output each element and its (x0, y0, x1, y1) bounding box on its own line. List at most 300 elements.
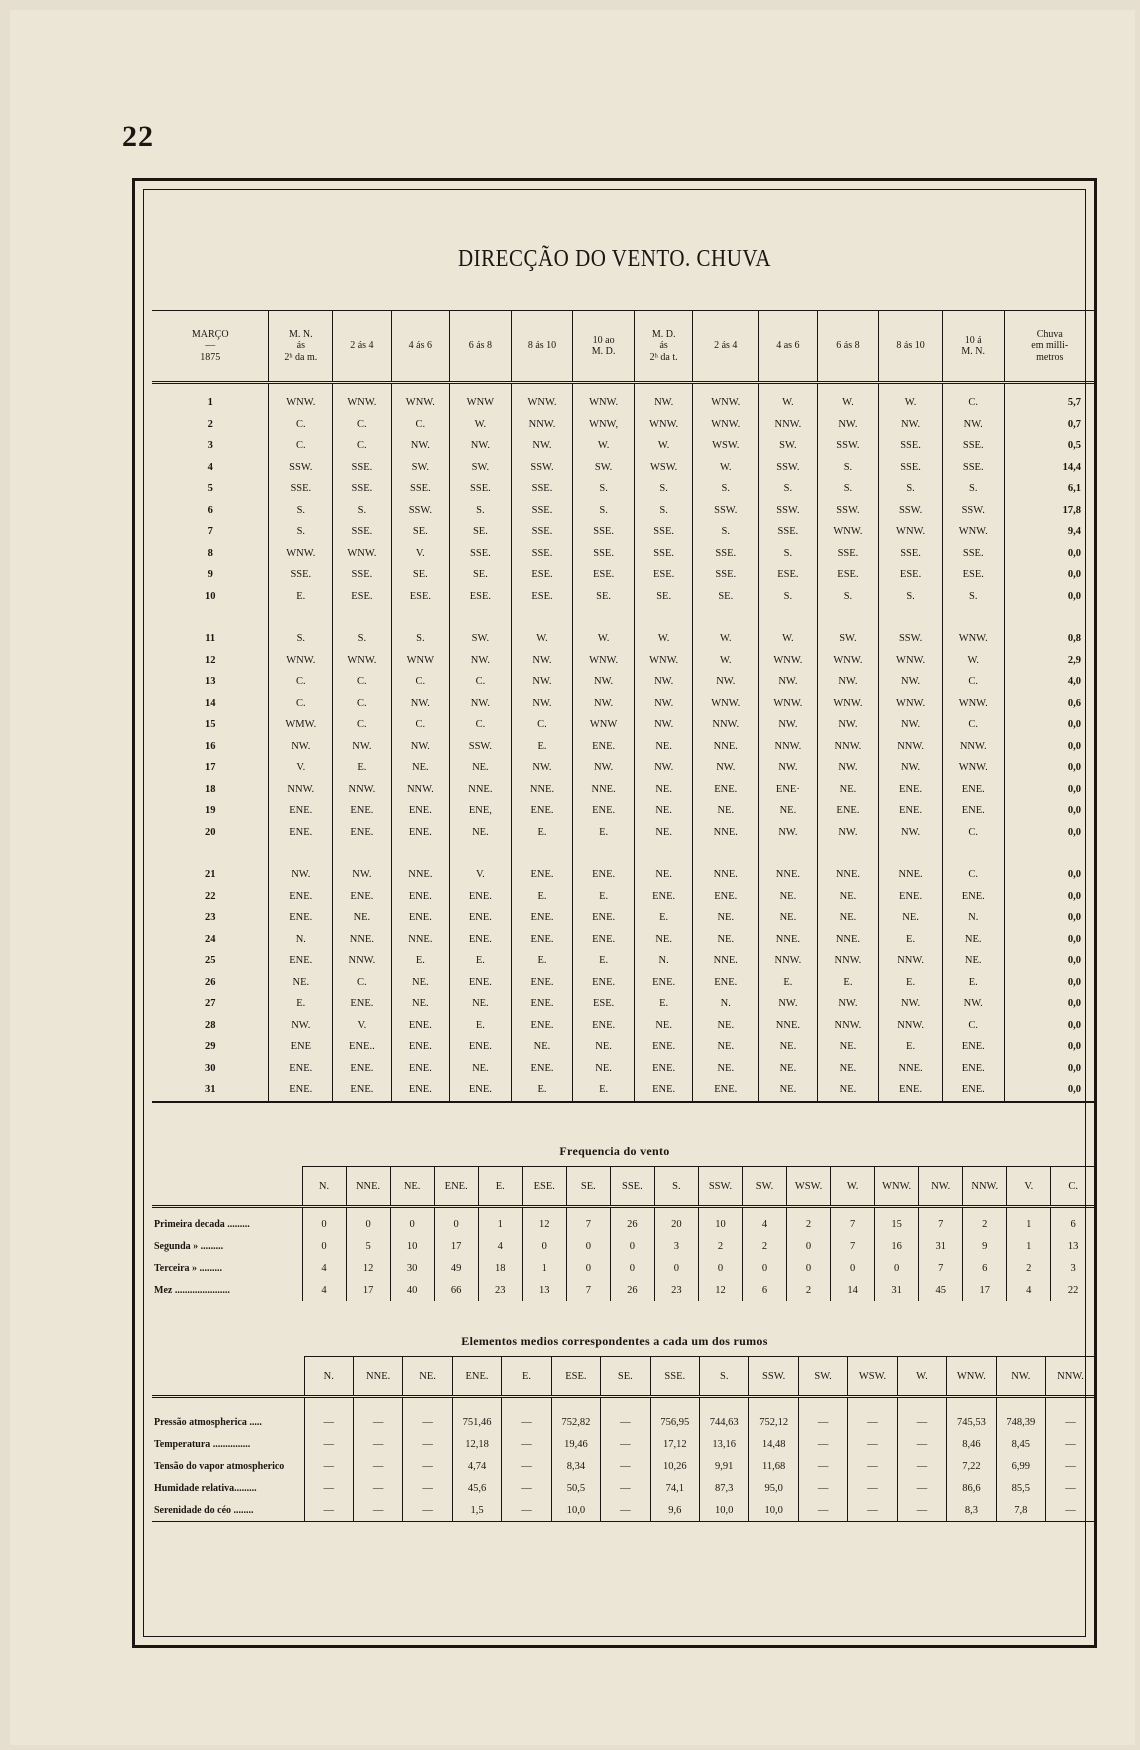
wind-cell: W. (573, 435, 635, 457)
wind-cell: NNE. (391, 929, 449, 951)
elements-table (152, 1356, 1095, 1522)
element-cell: — (403, 1455, 452, 1477)
column-header: 4 ás 6 (391, 311, 449, 383)
wind-cell: S. (942, 478, 1004, 500)
wind-cell: SSE. (693, 564, 759, 586)
wind-cell: W. (693, 457, 759, 479)
wind-cell: NW. (759, 822, 817, 844)
table-row (152, 500, 1095, 522)
wind-cell: ENE. (269, 950, 333, 972)
wind-cell: NE. (391, 972, 449, 994)
table-row (152, 435, 1095, 457)
element-cell: — (403, 1499, 452, 1522)
wind-cell: W. (511, 607, 573, 650)
table-row (152, 757, 1095, 779)
wind-cell: NNE. (333, 929, 391, 951)
wind-cell: WNW (450, 383, 512, 414)
wind-cell: ENE. (269, 907, 333, 929)
wind-cell: NNW. (391, 779, 449, 801)
wind-cell: NNE. (693, 950, 759, 972)
element-cell: 752,82 (551, 1397, 600, 1434)
rain-cell: 0,0 (1004, 564, 1095, 586)
column-header: W. (831, 1167, 875, 1207)
wind-cell: ENE. (942, 779, 1004, 801)
frequency-cell: 4 (302, 1279, 346, 1301)
table-row (152, 1455, 1095, 1477)
column-header: ESE. (522, 1167, 566, 1207)
wind-cell: WNW. (942, 693, 1004, 715)
wind-cell: E. (511, 822, 573, 844)
wind-cell: S. (333, 500, 391, 522)
rain-cell: 0,0 (1004, 714, 1095, 736)
element-cell: 12,18 (452, 1433, 501, 1455)
wind-cell: NNW. (879, 736, 943, 758)
wind-cell: C. (942, 1015, 1004, 1037)
rain-cell: 6,1 (1004, 478, 1095, 500)
frequency-cell: 7 (566, 1279, 610, 1301)
wind-cell: E. (511, 886, 573, 908)
wind-cell: NE. (573, 1058, 635, 1080)
wind-cell: SE. (391, 564, 449, 586)
element-cell: — (353, 1455, 402, 1477)
column-header: S. (700, 1357, 749, 1397)
element-cell: — (601, 1455, 650, 1477)
wind-cell: ENE. (450, 972, 512, 994)
table-row (152, 972, 1095, 994)
wind-cell: N. (942, 907, 1004, 929)
wind-cell: ENE. (333, 1058, 391, 1080)
wind-cell: NW. (634, 693, 692, 715)
wind-cell: ENE. (634, 886, 692, 908)
table-row (152, 779, 1095, 801)
column-header: WSW. (848, 1357, 897, 1397)
frequency-cell: 7 (919, 1207, 963, 1236)
wind-cell: SE. (450, 564, 512, 586)
column-header: S. (654, 1167, 698, 1207)
table-row (152, 1433, 1095, 1455)
wind-direction-table (152, 310, 1095, 1103)
wind-cell: SSE. (511, 521, 573, 543)
wind-cell: NE. (634, 1015, 692, 1037)
element-cell: 6,99 (996, 1455, 1045, 1477)
wind-cell: WNW. (269, 650, 333, 672)
wind-cell: SSE. (333, 478, 391, 500)
wind-cell: E. (942, 972, 1004, 994)
element-cell: — (897, 1455, 946, 1477)
day-cell: 1 (207, 397, 213, 409)
wind-cell: NE. (817, 779, 879, 801)
day-cell: 3 (207, 440, 213, 452)
element-cell: 9,6 (650, 1499, 699, 1522)
row-label: Mez ...................... (154, 1284, 230, 1296)
wind-cell: ESE. (817, 564, 879, 586)
wind-cell: ENE. (269, 1058, 333, 1080)
day-cell: 28 (204, 1019, 216, 1031)
table-frame (132, 178, 1097, 1648)
day-cell: 29 (204, 1041, 216, 1053)
wind-cell: SW. (450, 607, 512, 650)
column-header: WNW. (947, 1357, 996, 1397)
wind-cell: NW. (391, 736, 449, 758)
frequency-title: Frequencia do vento (559, 1144, 670, 1158)
wind-cell: S. (391, 607, 449, 650)
frequency-cell: 14 (831, 1279, 875, 1301)
wind-cell: NE. (693, 800, 759, 822)
wind-cell: NW. (879, 993, 943, 1015)
wind-cell: SE. (391, 521, 449, 543)
wind-cell: NE. (573, 1036, 635, 1058)
wind-cell: NW. (759, 993, 817, 1015)
element-cell: 11,68 (749, 1455, 798, 1477)
rain-cell: 0,0 (1004, 886, 1095, 908)
rain-cell: 0,6 (1004, 693, 1095, 715)
element-cell: — (897, 1477, 946, 1499)
wind-cell: NW. (573, 757, 635, 779)
wind-cell: SSW. (269, 457, 333, 479)
wind-cell: E. (511, 1079, 573, 1102)
wind-cell: ENE. (450, 907, 512, 929)
wind-cell: WNW. (879, 650, 943, 672)
day-cell: 31 (152, 1079, 269, 1102)
frequency-cell: 0 (390, 1207, 434, 1236)
wind-cell: WNW. (879, 693, 943, 715)
wind-cell: NW. (269, 736, 333, 758)
wind-cell: E. (879, 1036, 943, 1058)
element-cell: — (403, 1433, 452, 1455)
wind-cell: W. (693, 607, 759, 650)
element-cell: — (798, 1455, 847, 1477)
column-header: 4 as 6 (759, 311, 817, 383)
column-header: SW. (742, 1167, 786, 1207)
element-cell: 751,46 (452, 1397, 501, 1434)
wind-cell: NW. (942, 993, 1004, 1015)
frequency-cell: 13 (1051, 1235, 1095, 1257)
wind-cell: S. (269, 521, 333, 543)
wind-cell: C. (942, 671, 1004, 693)
element-cell: 87,3 (700, 1477, 749, 1499)
column-header: NNE. (353, 1357, 402, 1397)
wind-cell: NE. (634, 822, 692, 844)
table-row (152, 607, 1095, 650)
element-cell: 13,16 (700, 1433, 749, 1455)
wind-cell: C. (942, 383, 1004, 414)
wind-cell: NW. (942, 414, 1004, 436)
rain-cell: 0,0 (1004, 586, 1095, 608)
column-header: ENE. (452, 1357, 501, 1397)
table-row (152, 800, 1095, 822)
element-cell: 14,48 (749, 1433, 798, 1455)
element-cell: — (1046, 1397, 1095, 1434)
wind-cell: WNW. (511, 383, 573, 414)
wind-cell: ESE. (511, 564, 573, 586)
wind-cell: NE. (693, 1036, 759, 1058)
wind-cell: WNW. (759, 650, 817, 672)
wind-cell: ENE. (634, 1036, 692, 1058)
wind-cell: WNW. (942, 607, 1004, 650)
wind-cell: ENE. (879, 886, 943, 908)
rain-cell: 0,8 (1004, 607, 1095, 650)
wind-cell: NNW. (759, 950, 817, 972)
wind-cell: NW. (450, 435, 512, 457)
element-cell: — (848, 1477, 897, 1499)
wind-cell: W. (634, 607, 692, 650)
wind-cell: NE. (450, 993, 512, 1015)
wind-cell: C. (269, 671, 333, 693)
wind-cell: NNE. (693, 843, 759, 886)
frequency-cell: 2 (963, 1207, 1007, 1236)
frequency-cell: 3 (654, 1235, 698, 1257)
element-cell: 50,5 (551, 1477, 600, 1499)
wind-cell: NW. (817, 993, 879, 1015)
day-cell: 23 (204, 912, 216, 924)
frequency-cell: 20 (654, 1207, 698, 1236)
wind-cell: SSW. (759, 457, 817, 479)
element-cell: 756,95 (650, 1397, 699, 1434)
wind-cell: E. (269, 993, 333, 1015)
frequency-table (152, 1166, 1095, 1301)
element-cell: — (798, 1499, 847, 1522)
frequency-cell: 31 (875, 1279, 919, 1301)
wind-cell: S. (269, 607, 333, 650)
frequency-cell: 0 (346, 1207, 390, 1236)
day-cell: 8 (207, 547, 213, 559)
wind-cell: NW. (693, 671, 759, 693)
wind-cell: SSE. (450, 478, 512, 500)
wind-cell: ENE. (573, 736, 635, 758)
element-cell: 10,0 (749, 1499, 798, 1522)
rain-cell: 0,7 (1004, 414, 1095, 436)
wind-cell: ENE. (391, 1036, 449, 1058)
wind-cell: ENE. (693, 972, 759, 994)
row-label: Humidade relativa......... (154, 1482, 257, 1494)
table-row (152, 671, 1095, 693)
element-cell: — (601, 1397, 650, 1434)
wind-cell: NNE. (879, 1058, 943, 1080)
wind-cell: ENE. (511, 1015, 573, 1037)
element-cell: — (1046, 1477, 1095, 1499)
wind-cell: S. (573, 500, 635, 522)
row-label-header (152, 1357, 304, 1397)
rain-cell: 0,0 (1004, 1079, 1095, 1102)
wind-cell: NW. (634, 757, 692, 779)
row-label: Serenidade do céo ........ (152, 1499, 304, 1522)
wind-cell: ESE. (511, 586, 573, 608)
frequency-cell: 0 (787, 1235, 831, 1257)
wind-cell: SSE. (511, 478, 573, 500)
wind-cell: ENE. (573, 800, 635, 822)
element-cell: 10,0 (700, 1499, 749, 1522)
table-row (152, 1257, 1095, 1279)
wind-cell: SSE. (634, 521, 692, 543)
column-header: 10 á M. N. (942, 311, 1004, 383)
wind-cell: NW. (511, 650, 573, 672)
wind-cell: NE. (391, 993, 449, 1015)
frequency-cell: 18 (478, 1257, 522, 1279)
frequency-cell: 2 (698, 1235, 742, 1257)
wind-cell: S. (817, 478, 879, 500)
rain-cell: 0,5 (1004, 435, 1095, 457)
wind-cell: W. (450, 414, 512, 436)
rain-cell: 5,7 (1004, 383, 1095, 414)
wind-cell: E. (634, 907, 692, 929)
frequency-cell: 0 (742, 1257, 786, 1279)
wind-cell: N. (693, 993, 759, 1015)
wind-cell: ENE. (879, 800, 943, 822)
wind-cell: S. (634, 500, 692, 522)
wind-cell: ESE. (573, 993, 635, 1015)
wind-cell: NW. (573, 671, 635, 693)
wind-cell: ENE. (269, 800, 333, 822)
wind-cell: S. (269, 500, 333, 522)
wind-cell: NW. (879, 414, 943, 436)
wind-cell: ENE. (450, 1079, 512, 1102)
column-header: V. (1007, 1167, 1051, 1207)
wind-cell: NE. (879, 907, 943, 929)
wind-cell: NW. (879, 757, 943, 779)
rain-cell: 0,0 (1004, 779, 1095, 801)
wind-cell: ENE. (511, 1058, 573, 1080)
wind-cell: S. (693, 521, 759, 543)
wind-cell: WNW. (693, 414, 759, 436)
column-header: N. (304, 1357, 353, 1397)
element-cell: — (502, 1499, 551, 1522)
table-row (152, 521, 1095, 543)
wind-cell: NNW. (879, 950, 943, 972)
wind-cell: NE. (450, 757, 512, 779)
wind-cell: ENE. (942, 1036, 1004, 1058)
wind-cell: N. (269, 929, 333, 951)
column-header: M. N. ás 2ʰ da m. (269, 311, 333, 383)
frequency-cell: 7 (919, 1257, 963, 1279)
day-cell: 14 (204, 697, 216, 709)
row-label: Temperatura ............... (154, 1438, 251, 1450)
element-cell: 19,46 (551, 1433, 600, 1455)
frequency-cell: 49 (434, 1257, 478, 1279)
wind-cell: SSE. (269, 478, 333, 500)
wind-cell: ENE. (511, 907, 573, 929)
wind-cell: E. (879, 972, 943, 994)
element-cell: — (304, 1499, 353, 1522)
wind-cell: SSE. (511, 543, 573, 565)
table-row (152, 736, 1095, 758)
wind-cell: W. (942, 650, 1004, 672)
day-cell: 6 (207, 504, 213, 516)
wind-cell: E. (573, 886, 635, 908)
wind-cell: NW. (817, 822, 879, 844)
frequency-cell: 4 (742, 1207, 786, 1236)
column-header: SSW. (749, 1357, 798, 1397)
wind-cell: NW. (269, 843, 333, 886)
column-header: NNE. (346, 1167, 390, 1207)
wind-cell: SSE. (634, 543, 692, 565)
element-cell: — (353, 1433, 402, 1455)
column-header: 2 ás 4 (333, 311, 391, 383)
wind-cell: S. (573, 478, 635, 500)
wind-cell: WNW. (942, 757, 1004, 779)
element-cell: 4,74 (452, 1455, 501, 1477)
wind-cell: SSW. (942, 500, 1004, 522)
frequency-cell: 0 (787, 1257, 831, 1279)
wind-cell: SSE. (879, 457, 943, 479)
wind-cell: SSE. (573, 543, 635, 565)
rain-cell: 0,0 (1004, 907, 1095, 929)
element-cell: — (353, 1397, 402, 1434)
wind-cell: S. (333, 607, 391, 650)
frequency-cell: 1 (1007, 1235, 1051, 1257)
element-cell: — (897, 1397, 946, 1434)
element-cell: 17,12 (650, 1433, 699, 1455)
element-cell: — (1046, 1455, 1095, 1477)
wind-cell: NW. (511, 757, 573, 779)
wind-cell: ENE. (693, 886, 759, 908)
table-row (152, 1499, 1095, 1522)
frequency-cell: 6 (1051, 1207, 1095, 1236)
column-header: SSW. (698, 1167, 742, 1207)
wind-cell: NW. (450, 693, 512, 715)
day-cell: 17 (204, 762, 216, 774)
wind-cell: NW. (634, 383, 692, 414)
wind-cell: ESE. (450, 586, 512, 608)
column-header: SSE. (610, 1167, 654, 1207)
frequency-cell: 66 (434, 1279, 478, 1301)
wind-cell: S. (759, 543, 817, 565)
wind-cell: NW. (333, 843, 391, 886)
day-cell: 30 (204, 1062, 216, 1074)
element-cell: 74,1 (650, 1477, 699, 1499)
wind-cell: WNW. (391, 383, 449, 414)
wind-cell: NW. (817, 757, 879, 779)
frequency-cell: 0 (875, 1257, 919, 1279)
wind-cell: NE. (942, 929, 1004, 951)
wind-cell: ENE.. (333, 1036, 391, 1058)
wind-cell: NNE. (759, 929, 817, 951)
column-header: 6 ás 8 (817, 311, 879, 383)
wind-cell: E. (450, 1015, 512, 1037)
wind-cell: SSE. (333, 564, 391, 586)
wind-cell: SSE. (450, 543, 512, 565)
wind-cell: S. (879, 586, 943, 608)
element-cell: 7,22 (947, 1455, 996, 1477)
table-row (152, 1015, 1095, 1037)
table-row (152, 714, 1095, 736)
wind-cell: SW. (573, 457, 635, 479)
column-header: E. (478, 1167, 522, 1207)
wind-cell: NE. (693, 1058, 759, 1080)
frequency-cell: 7 (831, 1235, 875, 1257)
wind-cell: NNE. (817, 929, 879, 951)
frequency-cell: 3 (1051, 1257, 1095, 1279)
wind-cell: ENE. (511, 800, 573, 822)
element-cell: — (304, 1433, 353, 1455)
wind-cell: E. (573, 822, 635, 844)
wind-cell: ENE. (817, 800, 879, 822)
element-cell: — (848, 1433, 897, 1455)
column-header: C. (1051, 1167, 1095, 1207)
wind-cell: E. (634, 993, 692, 1015)
frequency-cell: 10 (390, 1235, 434, 1257)
wind-cell: WNW. (573, 383, 635, 414)
wind-cell: WNW (573, 714, 635, 736)
wind-cell: C. (269, 693, 333, 715)
frequency-cell: 17 (963, 1279, 1007, 1301)
wind-cell: ENE. (333, 993, 391, 1015)
wind-cell: SSW. (817, 435, 879, 457)
wind-cell: SSE. (511, 500, 573, 522)
wind-cell: SW. (817, 607, 879, 650)
table-row (152, 383, 1095, 414)
wind-cell: NE. (634, 736, 692, 758)
rain-cell: 2,9 (1004, 650, 1095, 672)
